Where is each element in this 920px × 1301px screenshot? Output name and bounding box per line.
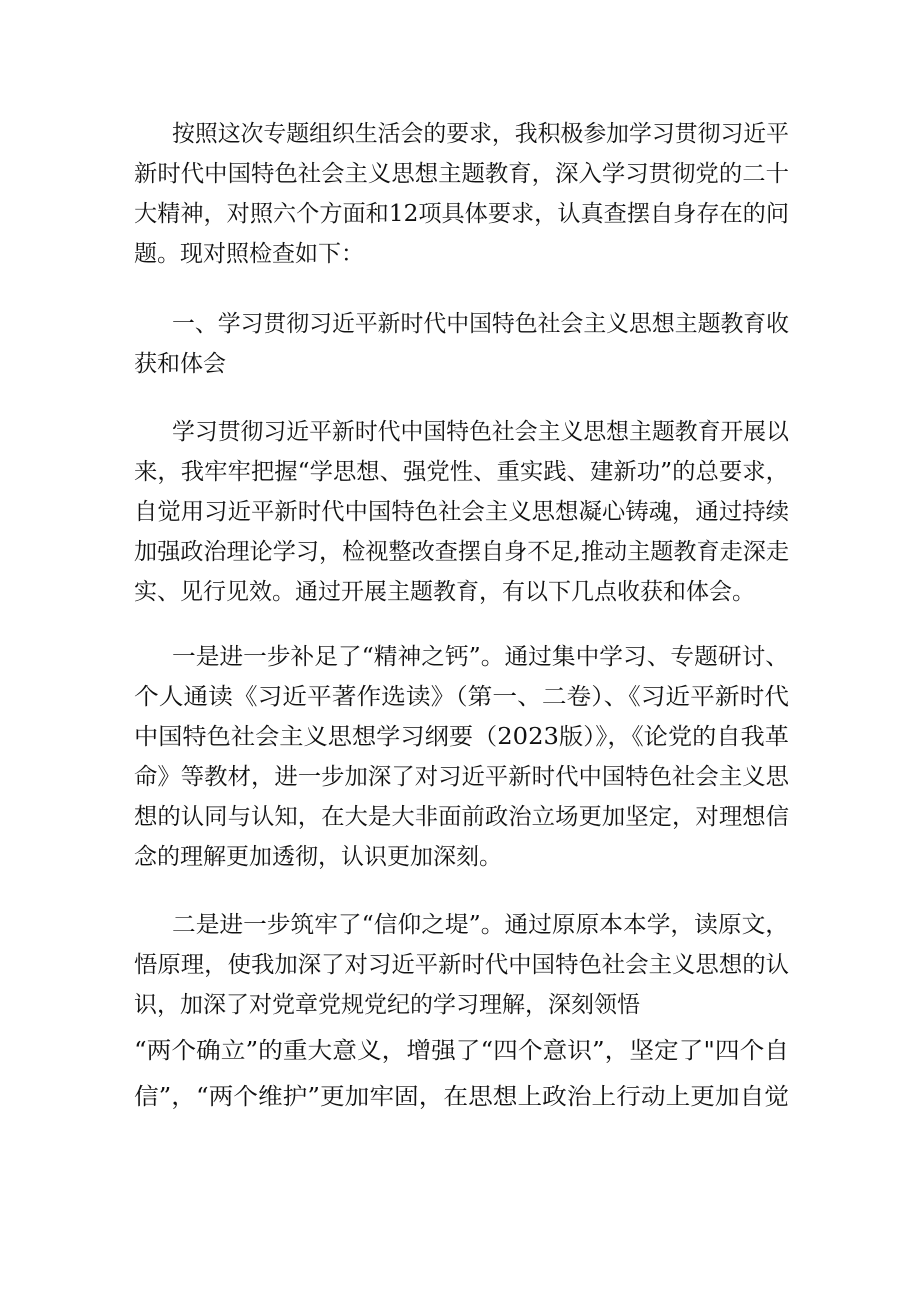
line-text: 题。现对照检查如下： (134, 241, 364, 267)
text-line (0, 114, 920, 154)
text-line (0, 837, 920, 877)
line-text: 学习贯彻习近平新时代中国特色社会主义思想主题教育开展以 (172, 419, 789, 445)
text-line (0, 492, 920, 532)
line-text: 按照这次专题组织生活会的要求，我积极参加学习贯彻习近平 (172, 121, 789, 147)
line-text: 中国特色社会主义思想学习纲要（2023版）》，《论党的自我革 (134, 724, 789, 750)
section-heading-text: 一、学习贯彻习近平新时代中国特色社会主义思想主题教育收 (172, 311, 789, 337)
line-text: 加强政治理论学习，检视整改查摆自身不足,推动主题教育走深走 (134, 539, 789, 565)
line-text: 自觉用习近平新时代中国特色社会主义思想凝心铸魂，通过持续 (134, 499, 789, 525)
text-line (0, 1031, 920, 1071)
text-line (0, 677, 920, 717)
line-text: 新时代中国特色社会主义思想主题教育，深入学习贯彻党的二十 (134, 161, 789, 187)
text-line (0, 572, 920, 612)
text-line (0, 757, 920, 797)
section-heading-line (0, 344, 920, 384)
text-line (0, 1077, 920, 1117)
text-line (0, 532, 920, 572)
section-heading-text: 获和体会 (134, 351, 226, 377)
line-text: 念的理解更加透彻，认识更加深刻。 (134, 844, 502, 870)
line-text: 来，我牢牢把握“学思想、强党性、重实践、建新功”的总要求， (134, 459, 789, 485)
line-text: 信”，“两个维护”更加牢固，在思想上政治上行动上更加自觉 (134, 1084, 789, 1110)
text-line (0, 452, 920, 492)
line-text: 实、见行见效。通过开展主题教育，有以下几点收获和体会。 (134, 579, 755, 605)
line-text: 悟原理，使我加深了对习近平新时代中国特色社会主义思想的认 (134, 952, 789, 978)
text-line (0, 985, 920, 1025)
text-line (0, 797, 920, 837)
line-text: 一是进一步补足了“精神之钙”。通过集中学习、专题研讨、 (172, 644, 789, 670)
text-line (0, 154, 920, 194)
text-line (0, 234, 920, 274)
line-text: 命》等教材，进一步加深了对习近平新时代中国特色社会主义思 (134, 764, 789, 790)
line-text: 想的认同与认知，在大是大非面前政治立场更加坚定，对理想信 (134, 804, 789, 830)
line-text: 大精神，对照六个方面和12项具体要求，认真查摆自身存在的问 (134, 201, 789, 227)
line-text: 二是进一步筑牢了“信仰之堤”。通过原原本本学，读原文， (172, 912, 789, 938)
text-line (0, 412, 920, 452)
text-line (0, 905, 920, 945)
line-text: 识，加深了对党章党规党纪的学习理解，深刻领悟 (134, 992, 640, 1018)
line-text: “两个确立”的重大意义，增强了“四个意识”，坚定了"四个自 (134, 1038, 790, 1064)
section-heading-line (0, 304, 920, 344)
text-line (0, 717, 920, 757)
text-line (0, 194, 920, 234)
line-text: 个人通读《习近平著作选读》（第一、二卷）、《习近平新时代 (134, 684, 789, 710)
text-line (0, 637, 920, 677)
text-line (0, 945, 920, 985)
